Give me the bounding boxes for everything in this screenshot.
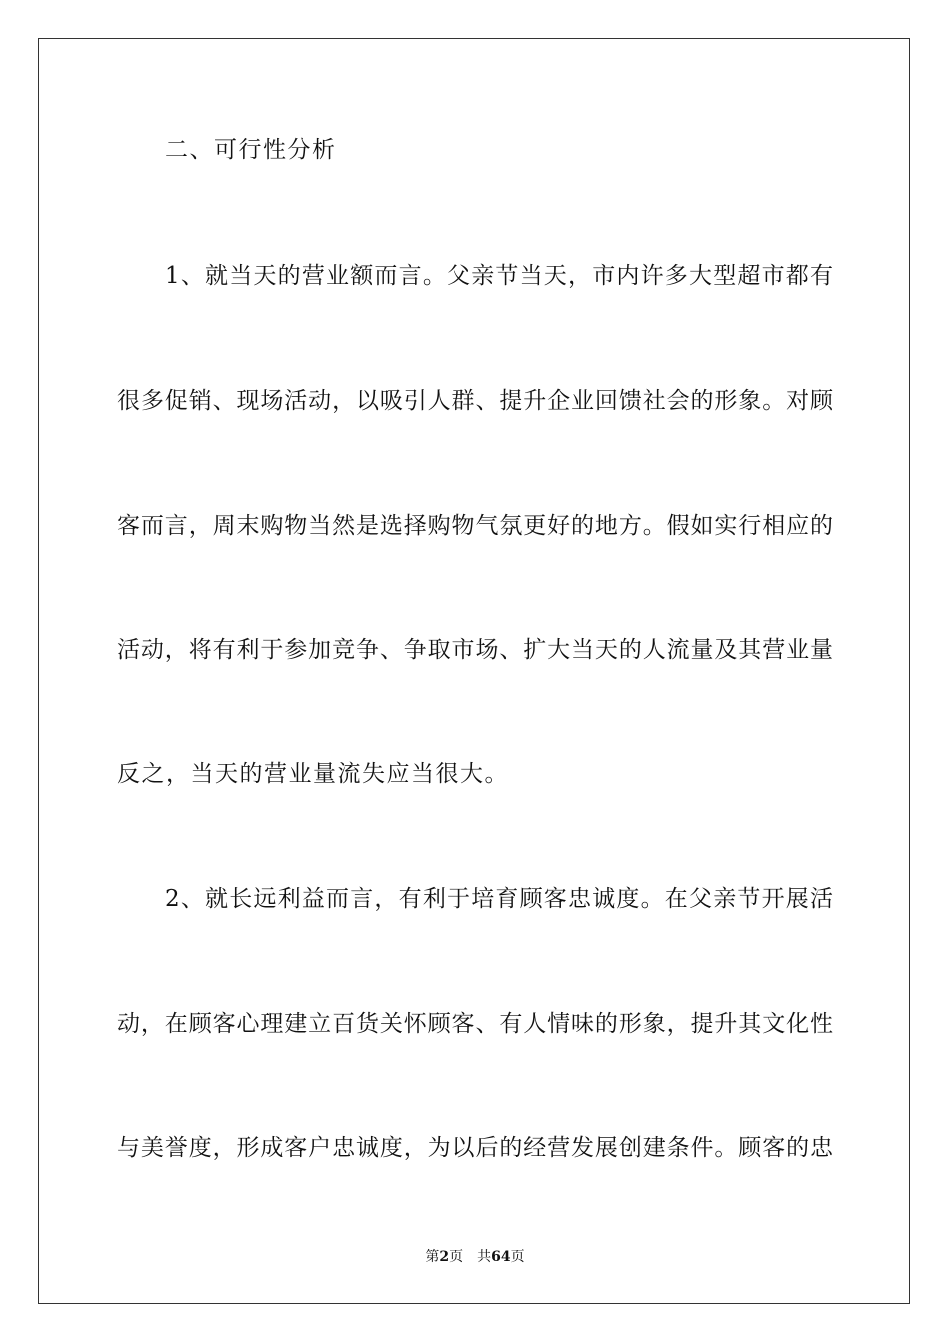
paragraph-line: 动，在顾客心理建立百货关怀顾客、有人情味的形象，提升其文化性 (117, 1011, 833, 1037)
page-suffix: 页 (449, 1249, 464, 1265)
total-prefix: 共 (477, 1249, 492, 1265)
page-number: 2 (439, 1249, 450, 1265)
paragraph-line: 很多促销、现场活动，以吸引人群、提升企业回馈社会的形象。对顾 (117, 388, 833, 414)
paragraph-line: 客而言，周末购物当然是选择购物气氛更好的地方。假如实行相应的 (117, 513, 833, 539)
total-suffix: 页 (510, 1249, 525, 1265)
section-heading: 二、可行性分析 (165, 137, 337, 163)
page-prefix: 第 (425, 1249, 440, 1265)
page-footer (0, 1248, 950, 1266)
paragraph-line: 1、就当天的营业额而言。父亲节当天，市内许多大型超市都有 (165, 263, 833, 289)
paragraph-line: 反之，当天的营业量流失应当很大。 (117, 761, 509, 787)
page-border (38, 38, 910, 1304)
paragraph-line: 2、就长远利益而言，有利于培育顾客忠诚度。在父亲节开展活 (165, 886, 833, 912)
total-pages: 64 (491, 1249, 511, 1265)
paragraph-line: 活动，将有利于参加竞争、争取市场、扩大当天的人流量及其营业量 (117, 637, 833, 663)
paragraph-line: 与美誉度，形成客户忠诚度，为以后的经营发展创建条件。顾客的忠 (117, 1135, 833, 1161)
